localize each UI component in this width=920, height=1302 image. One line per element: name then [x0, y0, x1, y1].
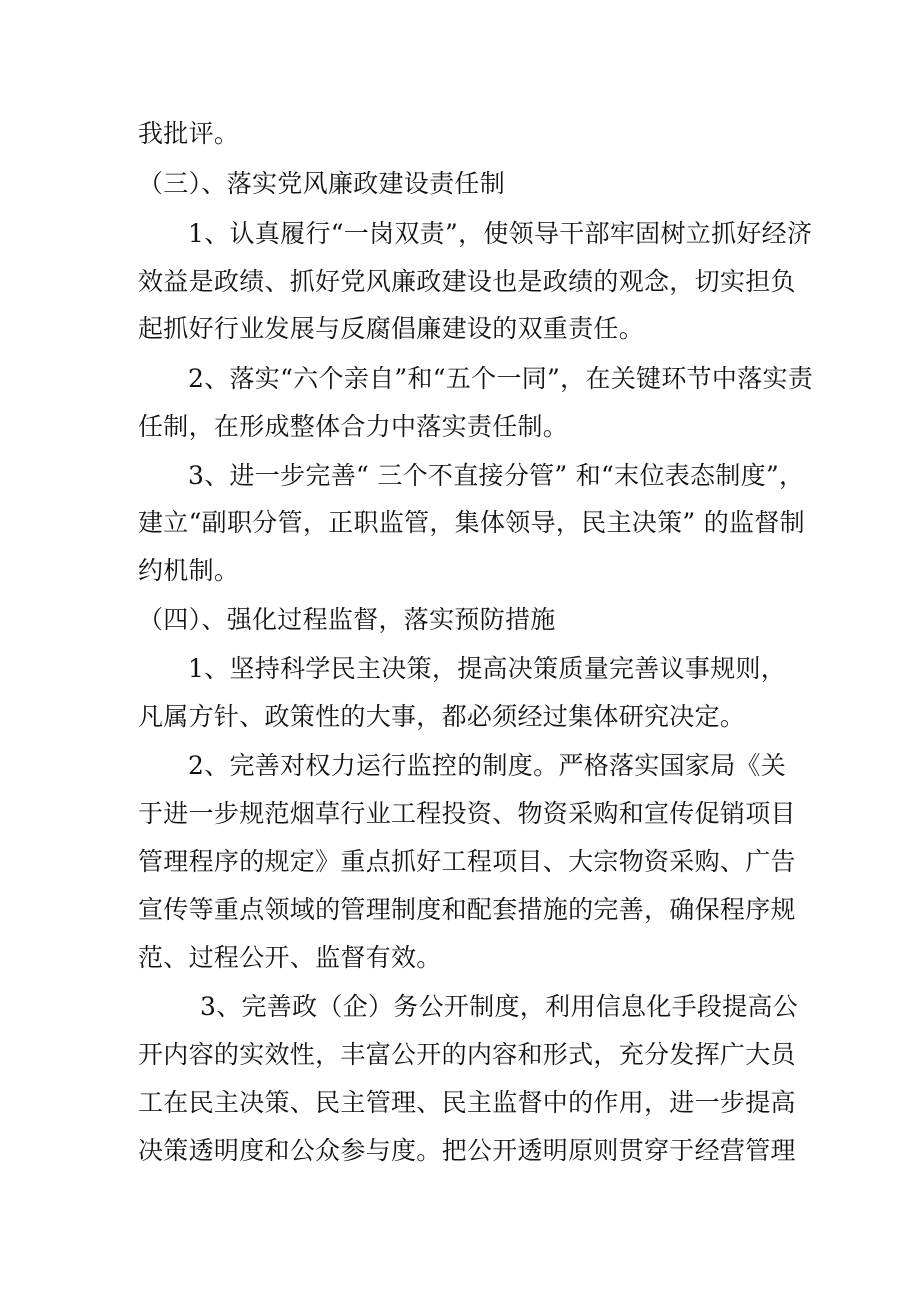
- text-line: 起抓好行业发展与反腐倡廉建设的双重责任。: [138, 314, 645, 343]
- text-line: 决策透明度和公众参与度。把公开透明原则贯穿于经营管理: [138, 1136, 796, 1165]
- text-line: 2、落实“六个亲自”和“五个一同”，在关键环节中落实责: [188, 364, 814, 393]
- text-line: 管理程序的规定》重点抓好工程项目、大宗物资采购、广告: [138, 847, 796, 876]
- text-line: 凡属方针、政策性的大事，都必须经过集体研究决定。: [138, 702, 746, 731]
- section-heading: （四）、强化过程监督，落实预防措施: [138, 605, 556, 634]
- text-line: 1、认真履行“一岗双责”，使领导干部牢固树立抓好经济: [188, 219, 813, 248]
- text-line: 1、坚持科学民主决策，提高决策质量完善议事规则，: [188, 654, 787, 683]
- text-line: 任制，在形成整体合力中落实责任制。: [138, 412, 569, 441]
- section-heading: （三）、落实党风廉政建设责任制: [138, 169, 506, 198]
- text-line: 于进一步规范烟草行业工程投资、物资采购和宣传促销项目: [138, 799, 796, 828]
- text-line: 3、进一步完善“ 三个不直接分管” 和“末位表态制度”，: [188, 461, 805, 490]
- text-line: 建立“副职分管，正职监管，集体领导，民主决策” 的监督制: [138, 508, 805, 537]
- text-line: 开内容的实效性，丰富公开的内容和形式，充分发挥广大员: [138, 1040, 796, 1069]
- text-line: 3、完善政（企）务公开制度，利用信息化手段提高公: [200, 992, 799, 1021]
- text-line: 2、完善对权力运行监控的制度。严格落实国家局《关: [188, 751, 787, 780]
- text-line: 宣传等重点领域的管理制度和配套措施的完善，确保程序规: [138, 895, 796, 924]
- text-line: 效益是政绩、抓好党风廉政建设也是政绩的观念，切实担负: [138, 267, 796, 296]
- text-line: 工在民主决策、民主管理、民主监督中的作用，进一步提高: [138, 1088, 796, 1117]
- text-line: 我批评。: [138, 119, 240, 148]
- text-line: 约机制。: [138, 556, 240, 585]
- text-line: 范、过程公开、监督有效。: [138, 943, 442, 972]
